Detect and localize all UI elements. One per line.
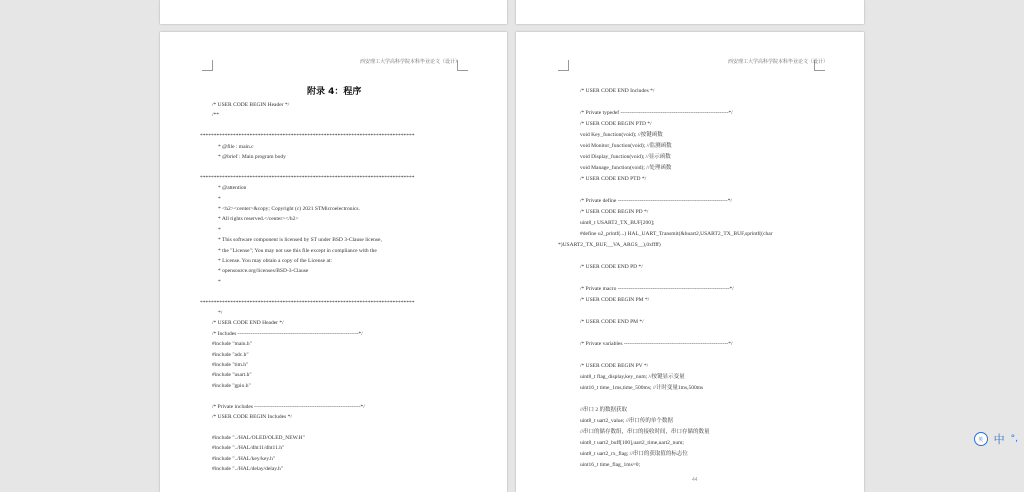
code-line: /* Private typedef -----------------------------------------------------------*/: [580, 110, 733, 116]
code-line: * @file : main.c: [218, 143, 254, 150]
code-line: * <h2><center>&copy; Copyright (c) 2021 STMicroelectronics.: [218, 206, 360, 212]
page-header: 西安理工大学高科学院本科毕业论文（设计）: [360, 59, 461, 65]
code-line: #include "../HAL/key/key.h": [212, 455, 276, 462]
code-line: #include "../HAL/dht11/dht11.h": [212, 445, 285, 452]
code-line: #include "usart.h": [212, 372, 252, 379]
code-line: /* USER CODE BEGIN Includes */: [212, 414, 292, 420]
corner-mark: [558, 60, 569, 71]
punctuation-icon[interactable]: °,: [1010, 434, 1018, 444]
code-line: * the "License"; You may not use this file except in compliance with the: [218, 247, 377, 254]
code-listing: [200, 102, 502, 492]
page-number: 44: [692, 477, 698, 483]
code-line: /* USER CODE END PD */: [580, 264, 643, 270]
code-line: * @attention: [218, 185, 247, 192]
corner-mark: [202, 60, 213, 71]
code-line: *)USART2_TX_BUF,__VA_ARGS__),0xffff): [558, 242, 661, 248]
code-line: uint8_t uart2_buff[100],uart2_time,uart2_num;: [580, 440, 684, 446]
code-line: #include "gpio.h": [212, 382, 251, 389]
code-line: uint8_t uart2_value; //串口传的单个数据: [580, 418, 673, 424]
code-line: //串口 2 的数据获取: [580, 407, 628, 413]
document-page-right: [516, 32, 864, 492]
code-line: uint8_t flag_display,key_num; //按键显示变量: [580, 374, 685, 380]
code-line: #include "../HAL/delay/delay.h": [212, 466, 284, 472]
code-line: /* USER CODE END Includes */: [580, 88, 655, 94]
code-line: /* USER CODE END PTD */: [580, 176, 647, 182]
ime-chinese-toggle[interactable]: 中: [993, 433, 1005, 446]
code-line: /* USER CODE BEGIN PD */: [580, 209, 649, 215]
code-line: void Manage_function(void); //处理函数: [580, 165, 672, 171]
ime-badge-icon[interactable]: 英: [974, 432, 988, 446]
code-line: #include "adc.h": [212, 351, 249, 358]
code-line: *: [218, 226, 221, 233]
code-line: #include "main.h": [212, 341, 252, 348]
appendix-title: 附录 4：程序: [307, 87, 362, 97]
code-line: /* USER CODE END Header */: [212, 320, 284, 327]
previous-page-right: [516, 0, 864, 24]
code-line: uint16_t time_flag_1ms=0;: [580, 462, 641, 468]
code-line: /* Private macro -------------------------------------------------------------*/: [580, 286, 734, 292]
code-line: ******************************************************************************: [200, 133, 415, 140]
code-line: /* Private includes ----------------------------------------------------------*/: [212, 403, 365, 410]
code-line: * opensource.org/licenses/BSD-3-Clause: [218, 268, 309, 275]
document-page-left: [160, 32, 507, 492]
ime-toolbar[interactable]: [974, 431, 1018, 447]
code-line: * All rights reserved.</center></h2>: [218, 216, 299, 223]
code-line: /* Private define ------------------------------------------------------------*/: [580, 198, 732, 204]
code-line: /* USER CODE END PM */: [580, 319, 644, 325]
code-line: * License. You may obtain a copy of the License at:: [218, 258, 332, 264]
code-line: /* Private variables ---------------------------------------------------------*/: [580, 341, 733, 347]
code-line: uint16_t time_1ms,time_500ms; //计时变量1ms,500ms: [580, 385, 704, 391]
code-line: void Display_function(void); //显示函数: [580, 154, 671, 160]
code-line: void Key_function(void); //按键函数: [580, 132, 663, 138]
code-line: /**: [212, 112, 220, 119]
code-line: /* Includes ------------------------------------------------------------------*/: [212, 330, 363, 337]
code-listing: [558, 88, 860, 478]
code-line: *: [218, 278, 221, 285]
code-line: #define u2_printf(...) HAL_UART_Transmit(&huart2,USART2_TX_BUF,sprintf((char: [580, 231, 773, 237]
code-line: uint8_t USART2_TX_BUF[200];: [580, 220, 655, 226]
page-header: 西安理工大学高科学院本科毕业论文（设计）: [728, 59, 829, 65]
code-line: /* USER CODE BEGIN Header */: [212, 102, 290, 108]
previous-page-left: [160, 0, 507, 24]
code-line: */: [218, 310, 223, 316]
code-line: uint8_t uart2_rx_flag; //串口的获取值的标志位: [580, 451, 688, 457]
code-line: ******************************************************************************: [200, 174, 415, 181]
code-line: /* USER CODE BEGIN PV */: [580, 363, 649, 369]
code-line: #include "../HAL/OLED/OLED_NEW.H": [212, 434, 305, 441]
code-line: *: [218, 195, 221, 202]
code-line: * @brief : Main program body: [218, 154, 286, 160]
code-line: /* USER CODE BEGIN PTD */: [580, 121, 652, 127]
code-line: /* USER CODE BEGIN PM */: [580, 297, 650, 303]
code-line: ******************************************************************************: [200, 299, 415, 306]
code-line: //串口的储存数组，串口的接收时间，串口存储的数量: [580, 429, 710, 435]
code-line: void Monitor_function(void); //监测函数: [580, 143, 672, 149]
code-line: * This software component is licensed by ST under BSD 3-Clause license,: [218, 237, 382, 244]
code-line: #include "tim.h": [212, 362, 249, 368]
